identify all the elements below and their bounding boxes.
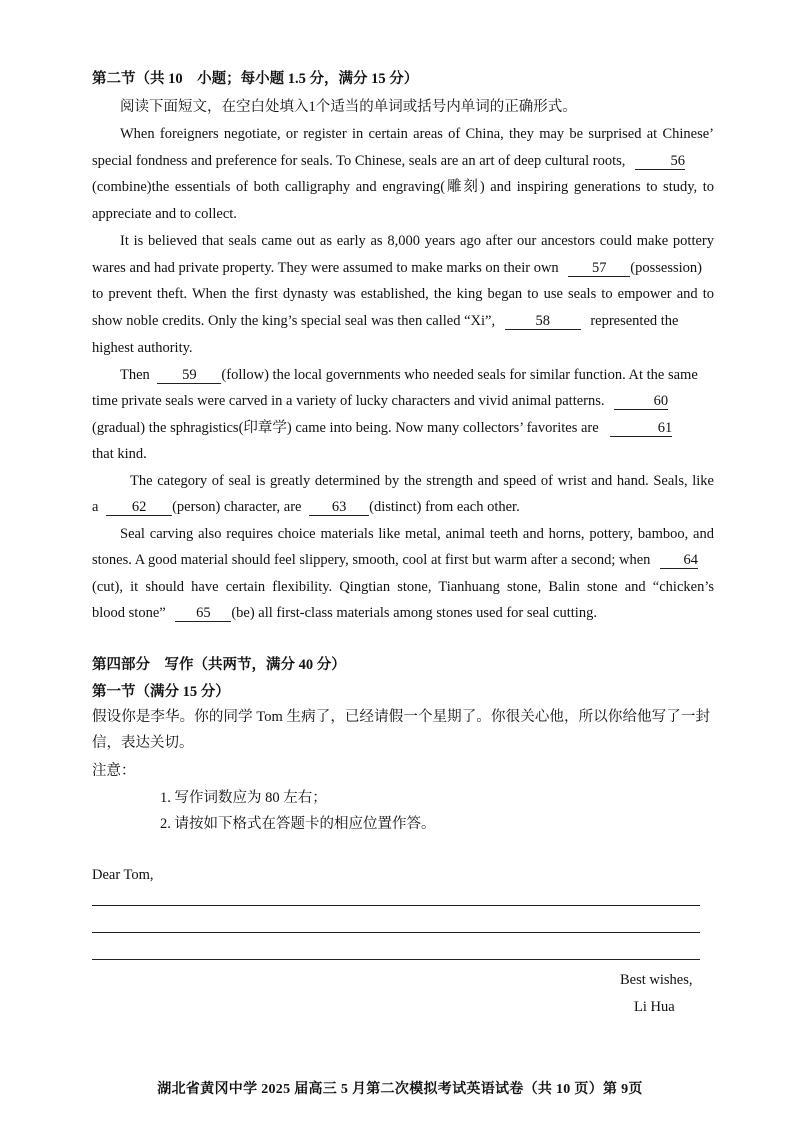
writing-prompt-line: 信，表达关切。 bbox=[92, 735, 194, 751]
passage-line: (combine)the essentials of both calligraphy and engraving(雕刻) and inspiring generations to study, to bbox=[92, 179, 714, 195]
page-footer: 湖北省黄冈中学 2025 届高三 5 月第二次模拟考试英语试卷（共 10 页）第 9页 bbox=[157, 1082, 643, 1097]
blank-60[interactable]: 60 bbox=[614, 394, 668, 410]
passage-text: Then bbox=[120, 367, 150, 383]
passage-text: a bbox=[92, 499, 99, 515]
blank-62[interactable]: 62 bbox=[106, 500, 172, 516]
blank-64[interactable]: 64 bbox=[660, 553, 698, 569]
passage-line bbox=[92, 498, 714, 516]
section-instruction: 阅读下面短文，在空白处填入1个适当的单词或括号内单词的正确形式。 bbox=[120, 99, 577, 115]
blank-58[interactable]: 58 bbox=[505, 314, 581, 330]
letter-greeting: Dear Tom, bbox=[92, 867, 154, 883]
passage-line: Seal carving also requires choice materials like metal, animal teeth and horns, pottery, bamboo, and bbox=[120, 526, 714, 542]
passage-text: (possession) bbox=[630, 260, 702, 276]
passage-line bbox=[92, 551, 714, 569]
passage-line bbox=[92, 604, 714, 622]
passage-line: When foreigners negotiate, or register in certain areas of China, they may be surprised at Chinese’ bbox=[120, 126, 714, 142]
passage-text: time private seals were carved in a variety of lucky characters and vivid animal patterns. bbox=[92, 393, 605, 409]
passage-line: (cut), it should have certain flexibility. Qingtian stone, Tianhuang stone, Balin stone and “chicken’s bbox=[92, 579, 714, 595]
answer-line[interactable] bbox=[92, 905, 700, 906]
passage-line bbox=[92, 392, 714, 410]
sub-title: 第一节（满分 15 分） bbox=[92, 684, 230, 700]
letter-closing: Best wishes, bbox=[620, 972, 693, 988]
passage-text: (be) all first-class materials among stones used for seal cutting. bbox=[231, 605, 597, 621]
passage-line: to prevent theft. When the first dynasty was established, the king began to use seals to empower and to bbox=[92, 286, 714, 302]
note-label: 注意： bbox=[92, 763, 136, 779]
passage-line: that kind. bbox=[92, 446, 147, 462]
answer-line[interactable] bbox=[92, 932, 700, 933]
passage-line: appreciate and to collect. bbox=[92, 206, 237, 222]
passage-text: wares and had private property. They were assumed to make marks on their own bbox=[92, 260, 559, 276]
passage-text: show noble credits. Only the king’s special seal was then called “Xi”, bbox=[92, 313, 496, 329]
requirement-item: 2. 请按如下格式在答题卡的相应位置作答。 bbox=[160, 816, 436, 832]
blank-63[interactable]: 63 bbox=[309, 500, 369, 516]
section-title: 第二节（共 10 小题；每小题 1.5 分，满分 15 分） bbox=[92, 71, 419, 87]
passage-text: special fondness and preference for seals. To Chinese, seals are an art of deep cultural roots, bbox=[92, 153, 626, 169]
passage-line: highest authority. bbox=[92, 340, 193, 356]
part-title: 第四部分 写作（共两节，满分 40 分） bbox=[92, 657, 346, 673]
blank-57[interactable]: 57 bbox=[568, 261, 630, 277]
passage-line bbox=[92, 259, 714, 277]
blank-61[interactable]: 61 bbox=[610, 421, 672, 437]
passage-line: The category of seal is greatly determined by the strength and speed of wrist and hand. Seals, like bbox=[130, 473, 714, 489]
passage-text: stones. A good material should feel slippery, smooth, cool at first but warm after a second; when bbox=[92, 552, 651, 568]
passage-text: (gradual) the sphragistics(印章学) came into being. Now many collectors’ favorites are bbox=[92, 420, 599, 436]
passage-line bbox=[92, 312, 714, 330]
blank-65[interactable]: 65 bbox=[175, 606, 231, 622]
passage-line bbox=[92, 152, 714, 170]
passage-text: (person) character, are bbox=[172, 499, 302, 515]
passage-text: represented the bbox=[590, 313, 679, 329]
passage-line: It is believed that seals came out as early as 8,000 years ago after our ancestors could make pottery bbox=[120, 233, 714, 249]
passage-text: blood stone” bbox=[92, 605, 166, 621]
blank-59[interactable]: 59 bbox=[157, 368, 221, 384]
blank-56[interactable]: 56 bbox=[635, 154, 685, 170]
answer-line[interactable] bbox=[92, 959, 700, 960]
passage-line bbox=[92, 419, 714, 437]
passage-line bbox=[120, 366, 714, 384]
writing-prompt-line: 假设你是李华。你的同学 Tom 生病了，已经请假一个星期了。你很关心他，所以你给他写了一封 bbox=[92, 709, 710, 725]
passage-text: (follow) the local governments who needed seals for similar function. At the same bbox=[221, 367, 698, 383]
letter-signature: Li Hua bbox=[634, 999, 675, 1015]
passage-text: (distinct) from each other. bbox=[369, 499, 520, 515]
requirement-item: 1. 写作词数应为 80 左右； bbox=[160, 790, 327, 806]
